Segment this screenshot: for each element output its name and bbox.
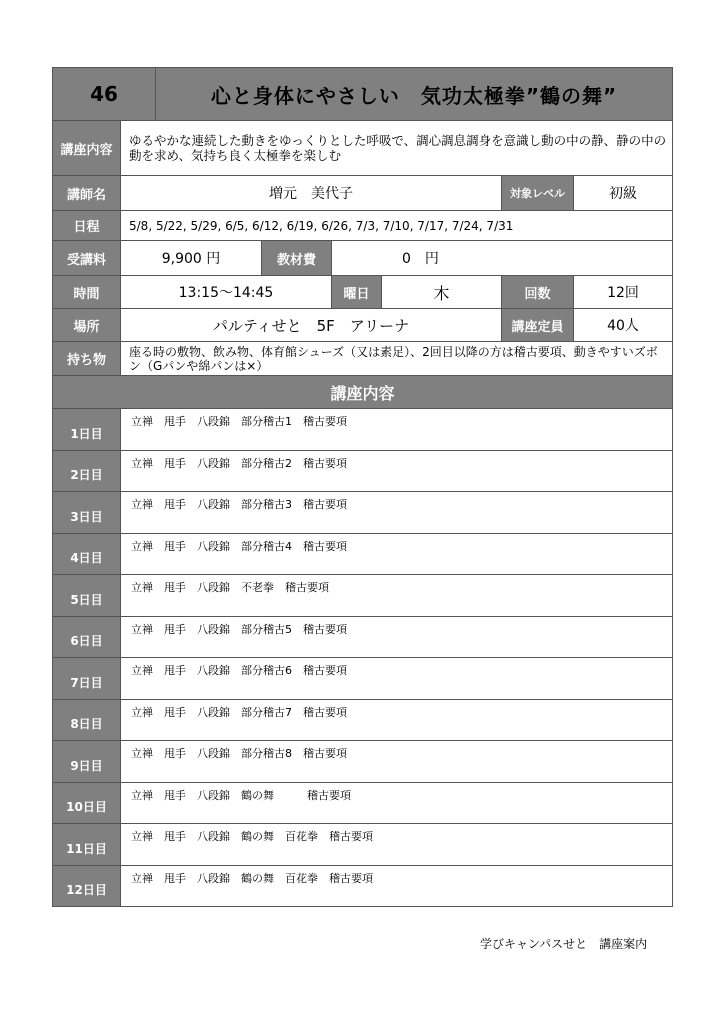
- table-row: [53, 450, 673, 492]
- sessions-label: 回数: [502, 276, 574, 309]
- section-title: 講座内容: [53, 376, 673, 409]
- course-title: 心と身体にやさしい 気功太極拳”鶴の舞”: [156, 68, 673, 121]
- day-content: 立禅 甩手 八段錦 不老拳 稽古要項: [121, 575, 673, 617]
- table-row: [53, 658, 673, 700]
- day-label: 11日目: [53, 824, 121, 866]
- day-label: 1日目: [53, 409, 121, 451]
- day-content: 立禅 甩手 八段錦 部分稽古7 稽古要項: [121, 699, 673, 741]
- level-label: 対象レベル: [502, 176, 574, 211]
- schedule-label: 日程: [53, 211, 121, 241]
- table-row: [53, 575, 673, 617]
- schedule-value: 5/8, 5/22, 5/29, 6/5, 6/12, 6/19, 6/26, 7/3, 7/10, 7/17, 7/24, 7/31: [121, 211, 673, 241]
- day-rows: [53, 409, 673, 907]
- fee-label: 受講料: [53, 241, 121, 276]
- day-label: 2日目: [53, 450, 121, 492]
- capacity-value: 40人: [574, 309, 673, 342]
- table-row: [53, 824, 673, 866]
- table-row: [53, 533, 673, 575]
- table-row: [53, 782, 673, 824]
- day-content: 立禅 甩手 八段錦 鶴の舞 百花拳 稽古要項: [121, 865, 673, 907]
- day-label: 3日目: [53, 492, 121, 534]
- day-label: 10日目: [53, 782, 121, 824]
- table-row: [53, 616, 673, 658]
- day-label: 6日目: [53, 616, 121, 658]
- place-label: 場所: [53, 309, 121, 342]
- day-content: 立禅 甩手 八段錦 鶴の舞 稽古要項: [121, 782, 673, 824]
- table-row: [53, 409, 673, 451]
- time-label: 時間: [53, 276, 121, 309]
- day-content: 立禅 甩手 八段錦 部分稽古2 稽古要項: [121, 450, 673, 492]
- day-label: 8日目: [53, 699, 121, 741]
- course-number: 46: [53, 68, 156, 121]
- capacity-label: 講座定員: [502, 309, 574, 342]
- materials-label: 教材費: [262, 241, 332, 276]
- day-content: 立禅 甩手 八段錦 部分稽古3 稽古要項: [121, 492, 673, 534]
- weekday-label: 曜日: [332, 276, 382, 309]
- day-content: 立禅 甩手 八段錦 部分稽古1 稽古要項: [121, 409, 673, 451]
- sessions-value: 12回: [574, 276, 673, 309]
- day-label: 5日目: [53, 575, 121, 617]
- time-value: 13:15～14:45: [121, 276, 332, 309]
- weekday-value: 木: [382, 276, 502, 309]
- level-value: 初級: [574, 176, 673, 211]
- belongings-value: 座る時の敷物、飲み物、体育館シューズ（又は素足）、2回目以降の方は稽古要項、動きやすいズボン（Gパンや綿パンは×）: [121, 342, 673, 376]
- materials-value: 0 円: [332, 241, 673, 276]
- course-sheet: [52, 67, 672, 907]
- table-row: [53, 865, 673, 907]
- day-content: 立禅 甩手 八段錦 鶴の舞 百花拳 稽古要項: [121, 824, 673, 866]
- content-value: ゆるやかな連続した動きをゆっくりとした呼吸で、調心調息調身を意識し動の中の静、静の中の動を求め、気持ち良く太極拳を楽しむ: [121, 121, 673, 176]
- day-content: 立禅 甩手 八段錦 部分稽古4 稽古要項: [121, 533, 673, 575]
- place-value: パルティせと 5F アリーナ: [121, 309, 502, 342]
- table-row: [53, 699, 673, 741]
- footer-text: 学びキャンパスせと 講座案内: [480, 937, 648, 951]
- fee-value: 9,900 円: [121, 241, 262, 276]
- instructor-label: 講師名: [53, 176, 121, 211]
- day-label: 12日目: [53, 865, 121, 907]
- day-label: 9日目: [53, 741, 121, 783]
- content-label: 講座内容: [53, 121, 121, 176]
- day-label: 4日目: [53, 533, 121, 575]
- table-row: [53, 741, 673, 783]
- day-content: 立禅 甩手 八段錦 部分稽古6 稽古要項: [121, 658, 673, 700]
- day-content: 立禅 甩手 八段錦 部分稽古5 稽古要項: [121, 616, 673, 658]
- belongings-label: 持ち物: [53, 342, 121, 376]
- day-label: 7日目: [53, 658, 121, 700]
- table-row: [53, 492, 673, 534]
- course-info-table: [52, 67, 673, 907]
- day-content: 立禅 甩手 八段錦 部分稽古8 稽古要項: [121, 741, 673, 783]
- instructor-value: 増元 美代子: [121, 176, 502, 211]
